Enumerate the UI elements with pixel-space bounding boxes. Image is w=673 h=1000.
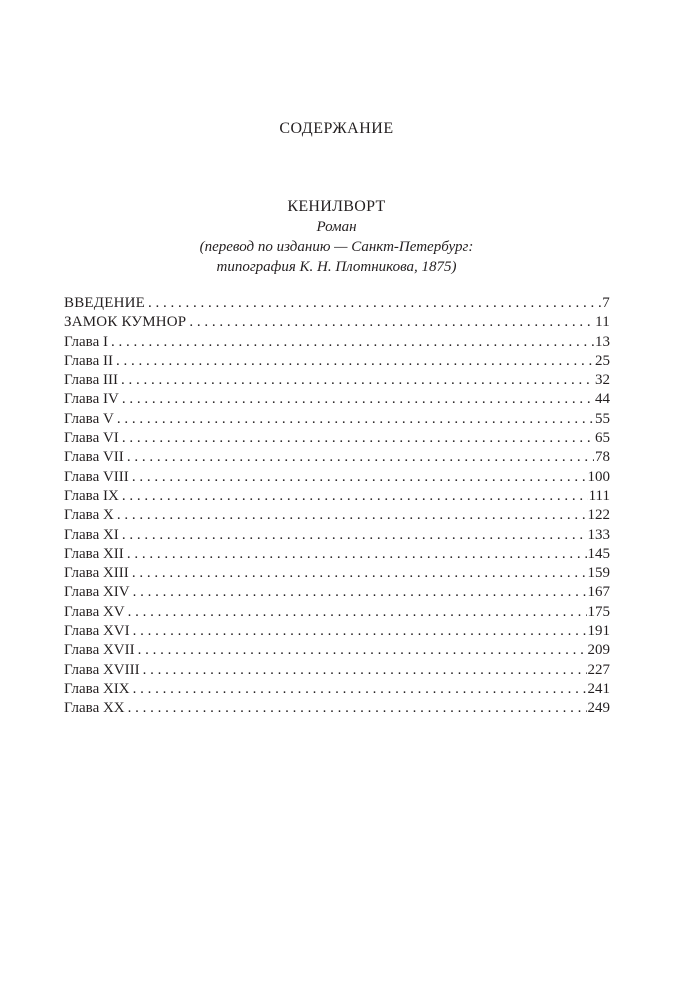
dot-leader (133, 622, 587, 641)
dot-leader (117, 410, 594, 429)
table-of-contents (64, 294, 610, 719)
toc-entry-label: Глава XVII (64, 642, 135, 659)
toc-entry-page: 78 (595, 449, 610, 466)
toc-entry-label: Глава XII (64, 545, 124, 562)
work-note-line-1: (перевод по изданию — Санкт-Петербург: (199, 239, 474, 255)
dot-leader (132, 468, 587, 487)
toc-entry-label: Глава XIII (64, 565, 129, 582)
toc-entry[interactable] (64, 371, 610, 390)
dot-leader (132, 564, 587, 583)
toc-entry[interactable] (64, 448, 610, 467)
toc-entry[interactable] (64, 564, 610, 583)
dot-leader (122, 429, 594, 448)
toc-entry-label: Глава II (64, 352, 113, 369)
dot-leader (117, 506, 587, 525)
toc-entry-label: Глава VI (64, 430, 119, 447)
dot-leader (121, 371, 594, 390)
toc-entry[interactable] (64, 410, 610, 429)
toc-entry-page: 44 (595, 391, 610, 408)
toc-entry-page: 133 (587, 526, 610, 543)
toc-entry-label: Глава XVIII (64, 661, 140, 678)
toc-entry-page: 100 (587, 468, 610, 485)
toc-entry[interactable] (64, 429, 610, 448)
toc-entry-label: Глава VII (64, 449, 124, 466)
toc-entry-page: 159 (587, 565, 610, 582)
dot-leader (127, 545, 587, 564)
toc-entry-label: Глава I (64, 333, 108, 350)
toc-entry[interactable] (64, 545, 610, 564)
dot-leader (122, 526, 587, 545)
dot-leader (138, 641, 587, 660)
dot-leader (127, 448, 594, 467)
toc-entry-page: 167 (587, 584, 610, 601)
toc-entry[interactable] (64, 680, 610, 699)
work-header (0, 197, 673, 277)
dot-leader (189, 313, 594, 332)
toc-entry-label: Глава V (64, 410, 114, 427)
toc-entry-label: Глава IV (64, 391, 119, 408)
toc-entry[interactable] (64, 603, 610, 622)
toc-entry-label: ВВЕДЕНИЕ (64, 295, 145, 311)
toc-entry-page: 191 (587, 623, 610, 640)
toc-entry-page: 55 (595, 410, 610, 427)
toc-entry[interactable] (64, 622, 610, 641)
toc-entry-label: Глава X (64, 507, 114, 524)
work-note-line-2: типография К. Н. Плотникова, 1875) (216, 259, 457, 275)
toc-entry-label: Глава VIII (64, 468, 129, 485)
toc-entry-label: Глава IX (64, 487, 119, 504)
toc-entry[interactable] (64, 506, 610, 525)
dot-leader (133, 583, 587, 602)
toc-entry[interactable] (64, 699, 610, 718)
toc-entry[interactable] (64, 583, 610, 602)
toc-entry-label: Глава XI (64, 526, 119, 543)
toc-entry-page: 122 (587, 507, 610, 524)
toc-entry-label: Глава XIX (64, 680, 130, 697)
toc-entry-page: 111 (588, 487, 610, 504)
toc-entry[interactable] (64, 390, 610, 409)
toc-entry-label: Глава XX (64, 700, 125, 717)
toc-entry[interactable] (64, 333, 610, 352)
toc-entry-label: Глава III (64, 372, 118, 389)
dot-leader (143, 661, 587, 680)
toc-entry[interactable] (64, 641, 610, 660)
toc-entry-page: 249 (587, 700, 610, 717)
dot-leader (128, 603, 587, 622)
toc-entry-page: 13 (595, 333, 610, 350)
dot-leader (122, 390, 594, 409)
dot-leader (122, 487, 588, 506)
toc-entry[interactable] (64, 352, 610, 371)
toc-entry-label: Глава XVI (64, 623, 130, 640)
toc-entry[interactable] (64, 487, 610, 506)
dot-leader (116, 352, 594, 371)
toc-entry[interactable] (64, 313, 610, 332)
toc-entry-page: 65 (595, 430, 610, 447)
dot-leader (111, 333, 594, 352)
toc-entry[interactable] (64, 526, 610, 545)
toc-entry[interactable] (64, 294, 610, 313)
toc-entry-page: 145 (587, 545, 610, 562)
toc-entry-label: Глава XIV (64, 584, 130, 601)
dot-leader (128, 699, 587, 718)
toc-entry[interactable] (64, 468, 610, 487)
toc-entry-page: 7 (602, 295, 610, 311)
dot-leader (133, 680, 587, 699)
toc-entry-label: ЗАМОК КУМНОР (64, 314, 187, 331)
toc-entry-page: 11 (595, 314, 610, 331)
work-genre: Роман (316, 219, 357, 235)
toc-entry-page: 241 (587, 680, 610, 697)
toc-entry-page: 175 (587, 603, 610, 620)
work-title: КЕНИЛВОРТ (287, 198, 386, 215)
toc-entry[interactable] (64, 661, 610, 680)
page-title: СОДЕРЖАНИЕ (279, 120, 394, 137)
toc-entry-page: 25 (595, 352, 610, 369)
toc-entry-label: Глава XV (64, 603, 125, 620)
dot-leader (148, 294, 601, 313)
toc-entry-page: 209 (587, 642, 610, 659)
toc-entry-page: 32 (595, 372, 610, 389)
toc-entry-page: 227 (587, 661, 610, 678)
